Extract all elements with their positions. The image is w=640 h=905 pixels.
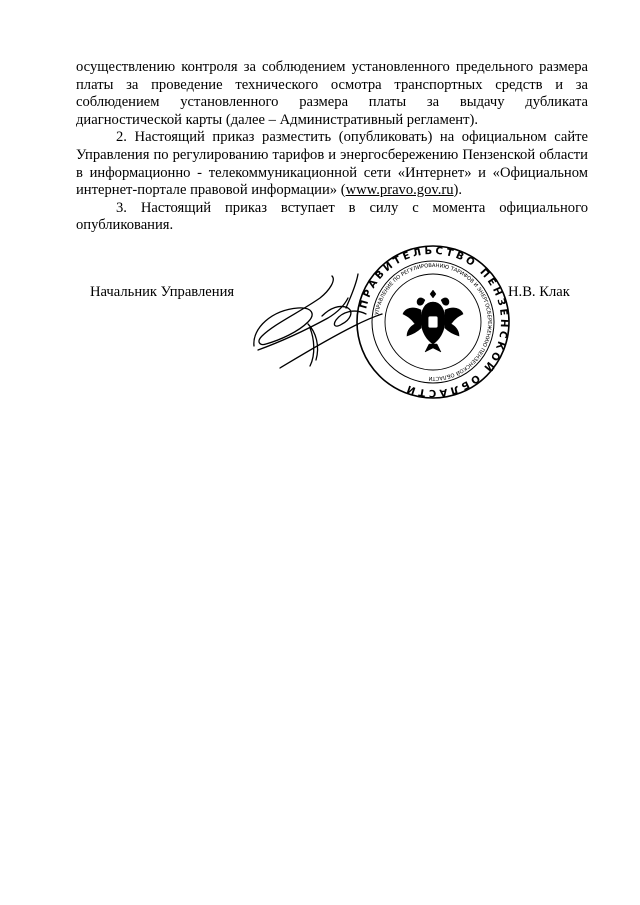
paragraph-1: осуществлению контроля за соблюдением установленного предельного размера платы за проведение технического осмотра транспортных средств и за соблюдением установленного размера платы за выдачу дубликата диагностической карты (далее – Административный регламент).: [76, 59, 588, 128]
paragraph-2-end: ).: [453, 182, 463, 199]
pravo-gov-link[interactable]: www.pravo.gov.ru: [345, 182, 454, 199]
seal-inner-text: УПРАВЛЕНИЕ ПО РЕГУЛИРОВАНИЮ ТАРИФОВ И ЭНЕРГОСБЕРЕЖЕНИЮ ПЕНЗЕНСКОЙ ОБЛАСТИ: [374, 262, 493, 382]
document-body: [76, 59, 588, 235]
paragraph-3: 3. Настоящий приказ вступает в силу с момента официального опубликования.: [76, 199, 588, 234]
paragraph-2: [76, 129, 588, 199]
seal-outer-text: ПРАВИТЕЛЬСТВО ПЕНЗЕНСКОЙ ОБЛАСТИ: [358, 245, 510, 399]
paragraph-2-text: 2. Настоящий приказ разместить (опубликовать) на официальном сайте Управления по регулированию тарифов и энергосбережению Пензенской области в информационно - телекоммуникационной сети «Интернет» и «Официальном интернет-портале правовой информации» (: [76, 129, 588, 199]
double-headed-eagle-icon: [403, 290, 463, 352]
signer-name: Н.В. Клак: [508, 284, 570, 300]
signer-position: Начальник Управления: [90, 284, 235, 300]
official-seal: [355, 244, 511, 400]
